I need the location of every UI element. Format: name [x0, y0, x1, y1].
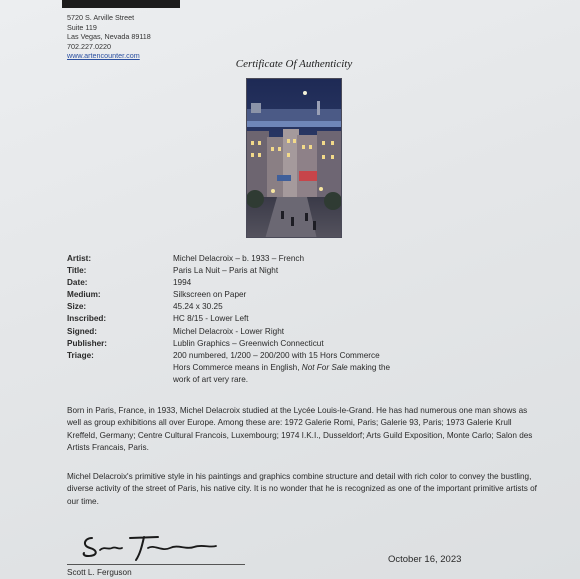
detail-label: Inscribed: — [67, 314, 107, 324]
artwork-details — [67, 253, 390, 386]
detail-label: Medium: — [67, 290, 101, 300]
detail-row-title — [67, 265, 390, 277]
detail-row-artist — [67, 253, 390, 265]
website-link[interactable]: www.artencounter.com — [67, 51, 140, 61]
triage-note-emphasis: Not For Sale — [301, 362, 348, 372]
triage-note — [173, 362, 390, 386]
detail-value: Lublin Graphics – Greenwich Connecticut — [173, 338, 324, 348]
detail-row-date — [67, 277, 390, 289]
detail-row-inscribed — [67, 313, 390, 325]
address-line: Las Vegas, Nevada 89118 — [67, 32, 151, 42]
address-line: 5720 S. Arville Street — [67, 13, 135, 22]
detail-row-size — [67, 301, 390, 313]
detail-row-medium — [67, 289, 390, 301]
detail-label: Size: — [67, 302, 87, 312]
artwork-image — [246, 78, 342, 238]
letterhead-address — [67, 13, 151, 61]
detail-value: Paris La Nuit – Paris at Night — [173, 266, 279, 276]
detail-label: Date: — [67, 278, 88, 288]
biography-paragraph: Born in Paris, France, in 1933, Michel Delacroix studied at the Lycée Louis-le-Grand. He has had numerous one man shows as well as group exhibitions all over Europe. Among these are: 1972 Galerie Romi, Paris; Galerie 93, Paris; 1973 Galerie Krull Kreffeld, Germany; Centre Cultural Francois, Luxembourg; 1974 I.K.I., Dusseldorf; Arts Guild Exposition, Monte Carlo; Salon des Artists Francais, Paris. — [67, 406, 533, 453]
detail-row-publisher — [67, 338, 390, 350]
triage-note-line: work of art very rare. — [173, 374, 249, 384]
detail-label: Signed: — [67, 326, 98, 336]
detail-value: 45.24 x 30.25 — [173, 302, 223, 312]
signer-name: Scott L. Ferguson — [67, 568, 132, 577]
certificate-date: October 16, 2023 — [388, 554, 462, 565]
certificate-title: Certificate Of Authenticity — [235, 58, 353, 70]
handwritten-signature — [82, 528, 222, 567]
phone-number: 702.227.0220 — [67, 41, 111, 51]
detail-value: 1994 — [173, 278, 192, 288]
address-line: Suite 119 — [67, 22, 97, 32]
detail-label: Title: — [67, 266, 87, 276]
detail-value: Michel Delacroix - Lower Right — [173, 326, 285, 336]
detail-value: Silkscreen on Paper — [173, 290, 247, 300]
detail-label: Triage: — [67, 350, 94, 360]
detail-value: HC 8/15 - Lower Left — [173, 314, 249, 324]
detail-value: 200 numbered, 1/200 – 200/200 with 15 Hors Commerce — [173, 350, 380, 360]
detail-label: Artist: — [67, 254, 92, 263]
detail-value: Michel Delacroix – b. 1933 – French — [173, 254, 305, 263]
detail-label: Publisher: — [67, 338, 108, 348]
detail-row-triage — [67, 350, 390, 362]
style-paragraph: Michel Delacroix's primitive style in his paintings and graphics combine structure and detail with rich color to convey the bustling, diverse activity of the street of Paris, his native city. It is no wonder that he is recognized as one of the important primitive artists of our time. — [67, 472, 537, 506]
company-logo — [62, 0, 180, 8]
signature-line — [67, 564, 245, 565]
triage-note-text: making the — [347, 362, 391, 372]
triage-note-line — [173, 362, 390, 374]
detail-row-signed — [67, 326, 390, 338]
triage-note-text: Hors Commerce means in English, — [173, 362, 302, 372]
